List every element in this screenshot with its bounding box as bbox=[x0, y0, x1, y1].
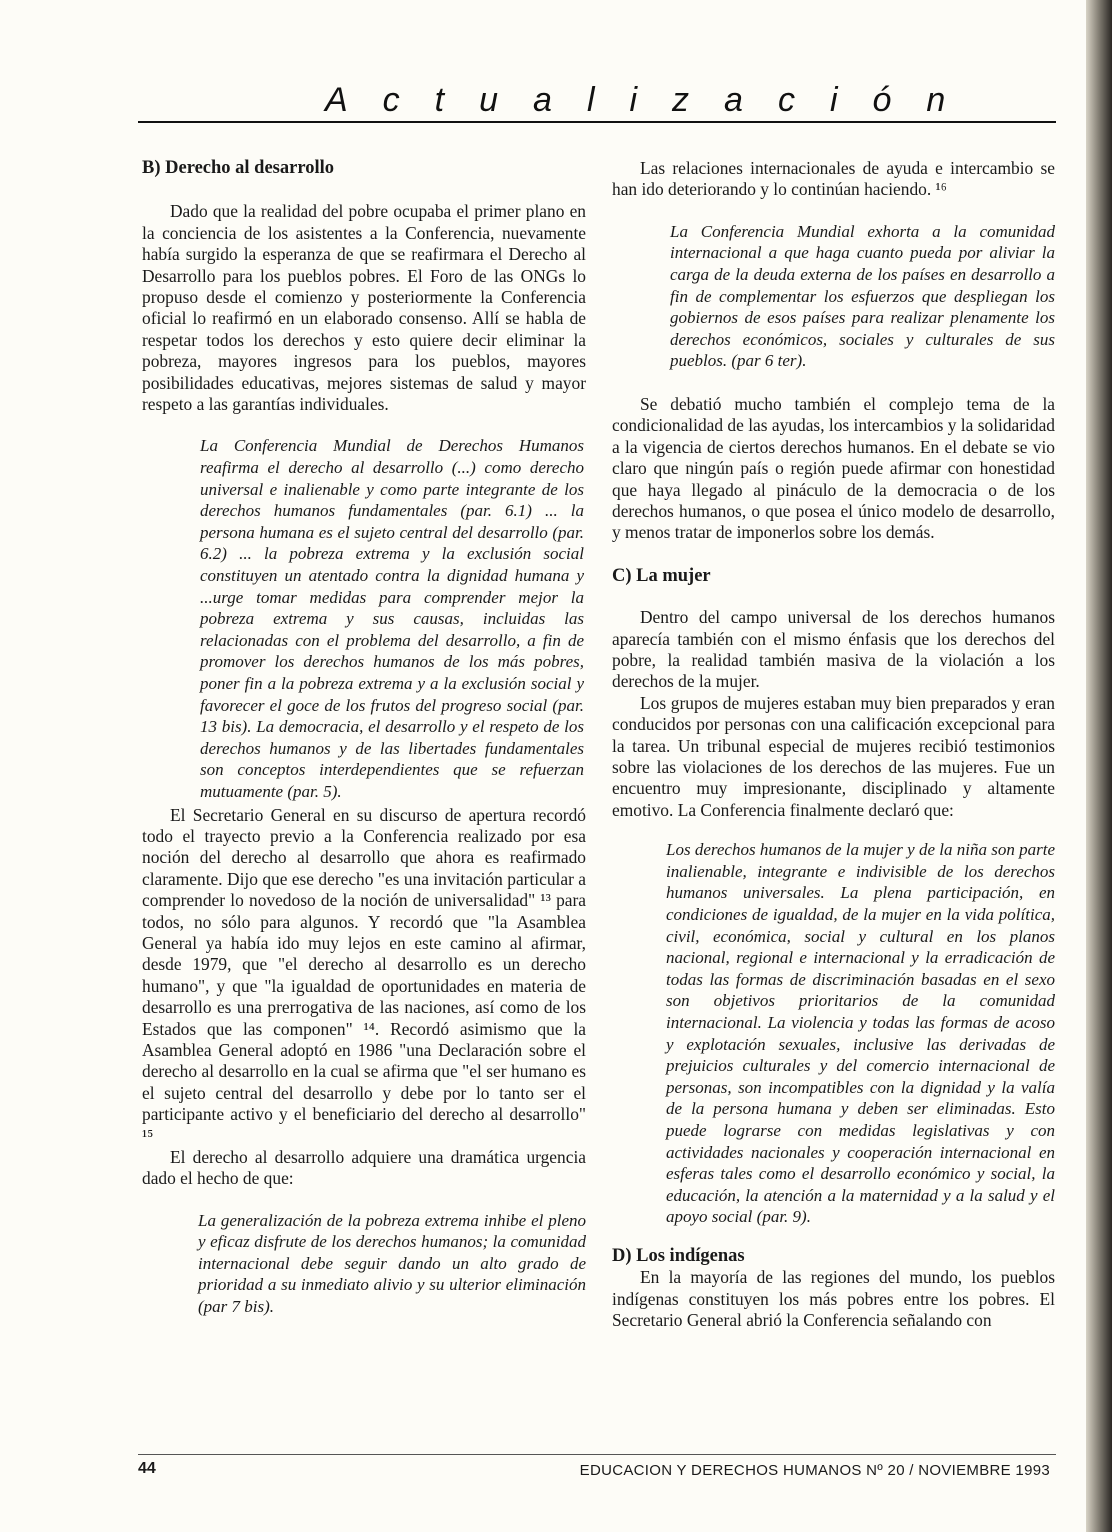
paragraph: Dado que la realidad del pobre ocupaba el primer plano en la conciencia de los asistentes a la Conferencia, nuevamente había surgido la esperanza de que se reafirmara el Derecho al Desarrollo para los pueblos pobres. El Foro de las ONGs lo propuso desde el comienzo y posteriormente la Conferencia oficial lo reafirmó en un elaborado consenso. Allí se habla de respetar todos los derechos y esto quiere decir eliminar la pobreza, mayores ingresos para los pueblos, mayores posibilidades educativas, mejores sistemas de salud y mayor respeto a las garantías individuales. bbox=[142, 201, 586, 415]
page-number: 44 bbox=[138, 1460, 156, 1477]
paragraph: El derecho al desarrollo adquiere una dramática urgencia dado el hecho de que: bbox=[142, 1147, 586, 1189]
block-quote: La generalización de la pobreza extrema inhibe el pleno y eficaz disfrute de los derechos humanos; la comunidad internacional debe seguir dando un alto grado de prioridad a su inmediato alivio y su ulterior eliminación (par 7 bis). bbox=[198, 1210, 586, 1316]
binding-edge-shadow bbox=[1086, 0, 1112, 1532]
block-quote: La Conferencia Mundial exhorta a la comunidad internacional a que haga cuanto pueda por aliviar la carga de la deuda externa de los países en desarrollo a fin de complementar los esfuerzos que despliegan los gobiernos de esos países para realizar plenamente los derechos económicos, sociales y culturales de sus pueblos. (par 6 ter). bbox=[670, 221, 1055, 371]
header-rule bbox=[138, 121, 1056, 123]
block-quote: Los derechos humanos de la mujer y de la niña son parte inalienable, integrante e indivisible de los derechos humanos universales. La plena participación, en condiciones de igualdad, de la mujer en la vida política, civil, económica, social y cultural en los planos nacional, regional e internacional y la erradicación de todas las formas de discriminación basadas en el sexo son objetivos prioritarios de la comunidad internacional. La violencia y todas las formas de acoso y explotación sexuales, inclusive las derivadas de prejuicios culturales y del comercio internacional de personas, son incompatibles con la dignidad y la valía de la persona humana y deben ser eliminadas. Esto puede lograrse con medidas legislativas y con actividades nacionales y cooperación internacional en esferas tales como el desarrollo económico y social, la educación, la atención a la maternidad y a la salud y el apoyo social (par. 9). bbox=[666, 840, 1055, 1227]
paragraph: Las relaciones internacionales de ayuda e intercambio se han ido deteriorando y lo continúan haciendo. ¹⁶ bbox=[612, 158, 1055, 200]
right-column bbox=[612, 158, 1055, 1332]
paragraph: En la mayoría de las regiones del mundo, los pueblos indígenas constituyen los más pobres entre los pobres. El Secretario General abrió la Conferencia señalando con bbox=[612, 1267, 1055, 1331]
heading-los-indigenas: D) Los indígenas bbox=[612, 1245, 745, 1266]
heading-la-mujer: C) La mujer bbox=[612, 565, 711, 586]
section-title: Actualización bbox=[325, 81, 981, 119]
paragraph: El Secretario General en su discurso de apertura recordó todo el trayecto previo a la Conferencia realizado por esa noción del derecho al desarrollo que ahora es reafirmado claramente. Dijo que ese derecho "es una invitación particular a comprender lo novedoso de la noción de universalidad" ¹³ para todos, no sólo para algunos. Y recordó que "la Asamblea General ya había ido muy lejos en este camino al afirmar, desde 1979, que "el derecho al desarrollo es un derecho humano", y que "la igualdad de oportunidades en materia de desarrollo es una prerrogativa de las naciones, así como de los Estados que las componen" ¹⁴. Recordó asimismo que la Asamblea General adoptó en 1986 "una Declaración sobre el derecho al desarrollo en la cual se afirma que "el ser humano es el sujeto central del desarrollo y debe por lo tanto ser el participante activo y el beneficiario del derecho al desarrollo" ¹⁵ bbox=[142, 804, 586, 1146]
paragraph: Se debatió mucho también el complejo tema de la condicionalidad de las ayudas, los intercambios y la solidaridad a la vigencia de ciertos derechos humanos. En el debate se vio claro que ningún país o región puede afirmar con honestidad que haya llegado al pináculo de la democracia o de los derechos humanos, o que posea el único modelo de desarrollo, y menos tratar de imponerlos sobre los demás. bbox=[612, 393, 1055, 543]
heading-derecho-desarrollo: B) Derecho al desarrollo bbox=[142, 158, 334, 178]
footer-rule bbox=[138, 1454, 1056, 1455]
paragraph: Los grupos de mujeres estaban muy bien preparados y eran conducidos por personas con una calificación excepcional para la tarea. Un tribunal especial de mujeres recibió testimonios sobre las violaciones de los derechos de las mujeres. Fue un encuentro muy impresionante, disciplinado y altamente emotivo. La Conferencia finalmente declaró que: bbox=[612, 692, 1055, 820]
left-column bbox=[142, 158, 586, 1317]
block-quote: La Conferencia Mundial de Derechos Humanos reafirma el derecho al desarrollo (...) como derecho universal e inalienable y como parte integrante de los derechos humanos fundamentales (par. 6.1) ... la persona humana es el sujeto central del desarrollo (par. 6.2) ... la pobreza extrema y la exclusión social constituyen un atentado contra la dignidad humana y ...urge tomar medidas para comprender mejor la pobreza extrema y sus causas, incluidas las relacionadas con el problema del desarrollo, a fin de promover los derechos humanos de los más pobres, poner fin a la pobreza extrema y a la exclusión social y favorecer el goce de los frutos del progreso social (par. 13 bis). La democracia, el desarrollo y el respeto de los derechos humanos y de las libertades fundamentales son conceptos interdependientes que se refuerzan mutuamente (par. 5). bbox=[200, 436, 584, 801]
paragraph: Dentro del campo universal de los derechos humanos aparecía también con el mismo énfasis que los derechos del pobre, la realidad también masiva de la violación a los derechos de la mujer. bbox=[612, 607, 1055, 692]
publication-info: EDUCACION Y DERECHOS HUMANOS Nº 20 / NOVIEMBRE 1993 bbox=[579, 1462, 1050, 1479]
